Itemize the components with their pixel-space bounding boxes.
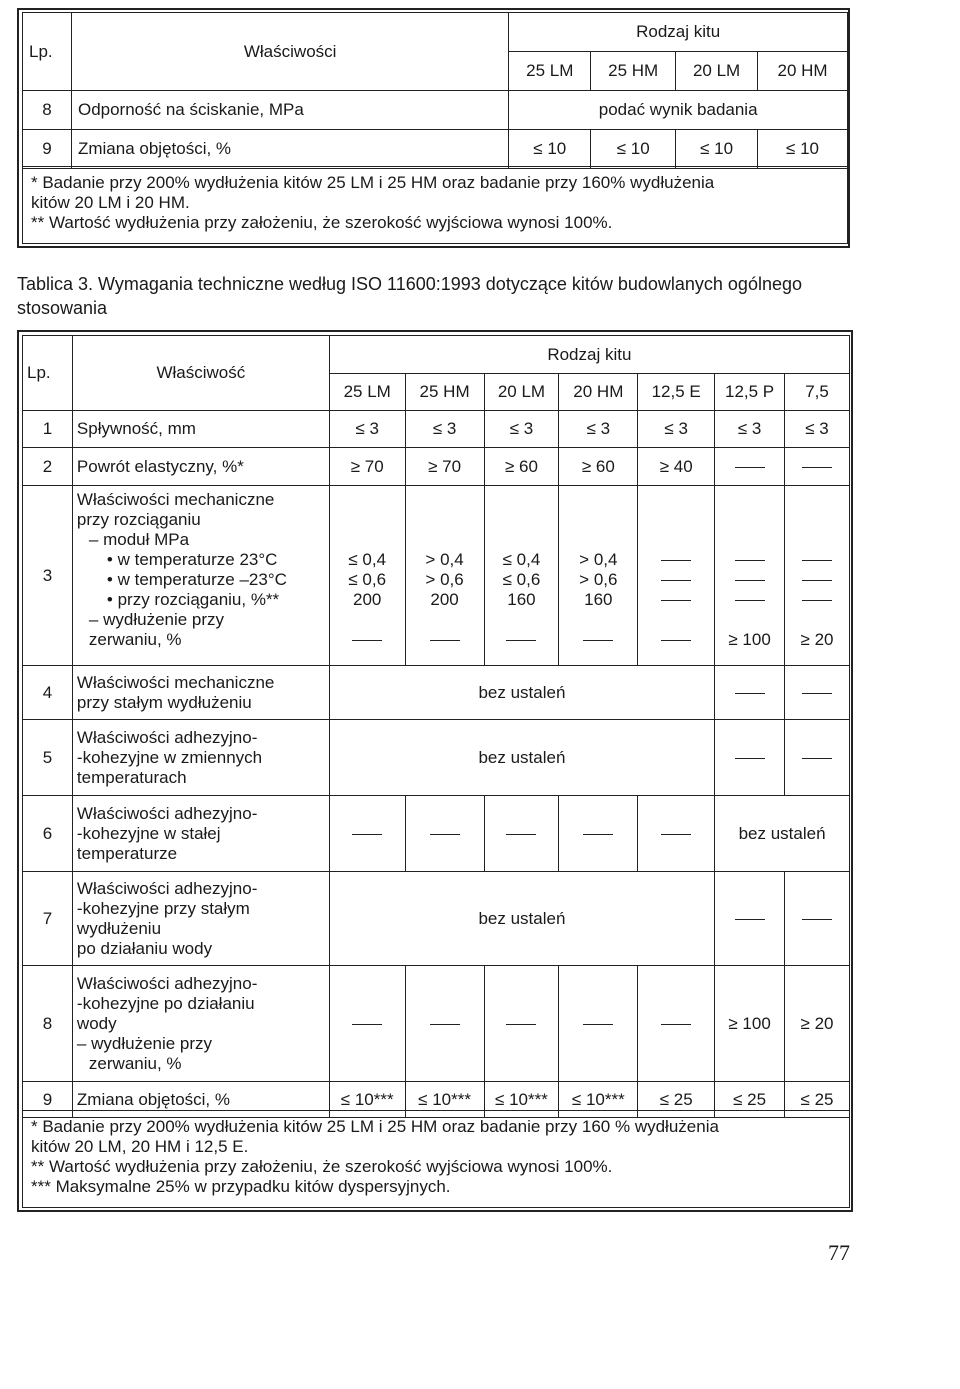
row-lp: 9 — [23, 1082, 73, 1118]
cell-value: ≤ 10*** — [405, 1082, 484, 1118]
header-lp: Lp. — [23, 13, 72, 91]
dash-mark — [661, 560, 691, 561]
dash-cell — [715, 666, 785, 720]
header-type: 12,5 E — [638, 374, 715, 411]
dash-cell — [329, 966, 405, 1082]
dash-mark — [506, 834, 536, 835]
dash-mark — [802, 560, 832, 561]
dash-mark — [430, 1024, 460, 1025]
cell-value: 160 — [584, 590, 613, 609]
row-merged-value: bez ustaleń — [329, 666, 714, 720]
dash-cell — [638, 796, 715, 872]
footnote: * Badanie przy 200% wydłużenia kitów 25 LM i 25 HM oraz badanie przy 160 % wydłużenia — [31, 1117, 719, 1136]
caption-line: stosowania — [17, 298, 108, 318]
table-row — [23, 130, 848, 169]
cell-value: ≤ 25 — [638, 1082, 715, 1118]
property-line: • przy rozciąganiu, %** — [106, 590, 280, 609]
row-lp: 4 — [23, 666, 73, 720]
row-lp: 5 — [23, 720, 73, 796]
dash-mark — [583, 834, 613, 835]
property-line: wydłużeniu — [76, 918, 162, 938]
dash-cell — [484, 796, 559, 872]
property-line: przy rozciąganiu — [76, 510, 201, 529]
row-lp: 2 — [23, 448, 73, 486]
property-line: Właściwości mechaniczne — [76, 490, 275, 509]
table-row — [23, 666, 850, 720]
dash-cell — [638, 966, 715, 1082]
header-type: 25 LM — [509, 52, 591, 91]
cell-value: ≥ 60 — [559, 448, 638, 486]
property-line: temperaturach — [76, 767, 187, 787]
header-type: 25 LM — [329, 374, 405, 411]
page-number: 77 — [828, 1240, 850, 1265]
dash-mark — [583, 640, 613, 641]
cell-value: ≤ 10 — [591, 130, 676, 169]
dash-cell — [785, 872, 850, 966]
dash-mark — [735, 693, 765, 694]
cell-value: ≥ 40 — [638, 448, 715, 486]
properties-table-continued — [22, 12, 848, 169]
cell-value: ≥ 100 — [728, 630, 771, 649]
value-stack — [484, 486, 559, 666]
cell-value: ≥ 20 — [785, 966, 850, 1082]
row-lp: 8 — [23, 966, 73, 1082]
table-row — [23, 720, 850, 796]
header-type: 25 HM — [591, 52, 676, 91]
dash-cell — [405, 966, 484, 1082]
cell-value: 160 — [507, 590, 536, 609]
dash-mark — [352, 834, 382, 835]
row-merged-value: bez ustaleń — [329, 872, 714, 966]
dash-mark — [802, 919, 832, 920]
table2-footnotes — [22, 1110, 850, 1208]
cell-value: > 0,4 — [579, 550, 618, 569]
cell-value: ≤ 3 — [484, 411, 559, 448]
row-lp: 1 — [23, 411, 73, 448]
value-stack — [559, 486, 638, 666]
table-row — [23, 91, 848, 130]
dash-mark — [661, 580, 691, 581]
property-line: • w temperaturze 23°C — [106, 550, 278, 569]
cell-value: ≤ 3 — [785, 411, 850, 448]
cell-value: ≤ 0,6 — [348, 570, 387, 589]
cell-value: ≤ 0,4 — [502, 550, 541, 569]
table-row — [23, 872, 850, 966]
cell-value: ≥ 70 — [329, 448, 405, 486]
header-type: 20 HM — [758, 52, 848, 91]
row-merged-value: bez ustaleń — [715, 796, 850, 872]
footnote: * Badanie przy 200% wydłużenia kitów 25 LM i 25 HM oraz badanie przy 160% wydłużenia — [31, 173, 715, 192]
property-line: Właściwości adhezyjno- — [76, 727, 258, 747]
dash-cell — [715, 448, 785, 486]
caption-line: Tablica 3. Wymagania techniczne według ISO 11600:1993 dotyczące kitów budowlanych ogólnego — [17, 274, 802, 294]
footnote: ** Wartość wydłużenia przy założeniu, że szerokość wyjściowa wynosi 100%. — [31, 213, 613, 232]
row-lp: 7 — [23, 872, 73, 966]
dash-mark — [735, 919, 765, 920]
dash-mark — [661, 640, 691, 641]
cell-value: ≤ 0,6 — [502, 570, 541, 589]
header-type: 20 HM — [559, 374, 638, 411]
footnote: kitów 20 LM, 20 HM i 12,5 E. — [31, 1137, 249, 1156]
dash-cell — [715, 872, 785, 966]
dash-mark — [802, 580, 832, 581]
dash-mark — [802, 600, 832, 601]
row-lp: 3 — [23, 486, 73, 666]
property-line: po działaniu wody — [76, 938, 213, 958]
cell-value: ≤ 10*** — [484, 1082, 559, 1118]
cell-value: ≤ 10 — [758, 130, 848, 169]
row-merged-value: bez ustaleń — [329, 720, 714, 796]
dash-mark — [735, 600, 765, 601]
cell-value: > 0,6 — [425, 570, 464, 589]
table-row — [23, 486, 850, 666]
value-stack — [785, 486, 850, 666]
row-property: Spływność, mm — [72, 411, 329, 448]
header-type: 20 LM — [484, 374, 559, 411]
row-property — [72, 966, 329, 1082]
row-property — [72, 872, 329, 966]
dash-cell — [559, 796, 638, 872]
row-property — [72, 796, 329, 872]
header-property: Właściwość — [72, 336, 329, 411]
header-type: 12,5 P — [715, 374, 785, 411]
iso-requirements-table — [22, 335, 850, 1118]
row-property: Zmiana objętości, % — [71, 130, 508, 169]
header-property: Właściwości — [71, 13, 508, 91]
dash-cell — [785, 666, 850, 720]
cell-value: ≤ 25 — [715, 1082, 785, 1118]
header-lp: Lp. — [23, 336, 73, 411]
dash-mark — [506, 1024, 536, 1025]
dash-mark — [352, 1024, 382, 1025]
property-line: – wydłużenie przy — [76, 1033, 213, 1053]
table-caption — [17, 272, 857, 320]
header-kit-type: Rodzaj kitu — [329, 336, 849, 374]
cell-value: > 0,4 — [425, 550, 464, 569]
dash-mark — [802, 467, 832, 468]
cell-value: ≥ 60 — [484, 448, 559, 486]
header-kit-type: Rodzaj kitu — [509, 13, 848, 52]
cell-value: ≥ 20 — [800, 630, 834, 649]
value-stack — [329, 486, 405, 666]
dash-mark — [735, 560, 765, 561]
property-line: -kohezyjne w zmiennych — [76, 747, 263, 767]
property-line: Właściwości mechaniczne — [76, 672, 275, 692]
property-line: – moduł MPa — [88, 530, 190, 549]
table-row — [23, 411, 850, 448]
dash-cell — [785, 448, 850, 486]
dash-mark — [506, 640, 536, 641]
table1-footnotes — [22, 166, 848, 244]
property-line: -kohezyjne w stałej — [76, 823, 221, 843]
dash-cell — [329, 796, 405, 872]
footnote: *** Maksymalne 25% w przypadku kitów dyspersyjnych. — [31, 1177, 451, 1196]
cell-value: ≤ 3 — [638, 411, 715, 448]
cell-value: > 0,6 — [579, 570, 618, 589]
dash-cell — [559, 966, 638, 1082]
footnote: ** Wartość wydłużenia przy założeniu, że szerokość wyjściowa wynosi 100%. — [31, 1157, 613, 1176]
dash-mark — [735, 580, 765, 581]
dash-cell — [484, 966, 559, 1082]
row-property: Powrót elastyczny, %* — [72, 448, 329, 486]
dash-mark — [430, 640, 460, 641]
value-stack — [638, 486, 715, 666]
property-line: Właściwości adhezyjno- — [76, 803, 258, 823]
row-lp: 6 — [23, 796, 73, 872]
dash-cell — [785, 720, 850, 796]
property-line: temperaturze — [76, 843, 178, 863]
row-property — [72, 486, 329, 666]
dash-mark — [661, 1024, 691, 1025]
table-row — [23, 796, 850, 872]
dash-cell — [405, 796, 484, 872]
property-line: Właściwości adhezyjno- — [76, 973, 258, 993]
value-stack — [405, 486, 484, 666]
row-property: Odporność na ściskanie, MPa — [71, 91, 508, 130]
cell-value: ≤ 10 — [676, 130, 758, 169]
cell-value: ≤ 10*** — [559, 1082, 638, 1118]
value-stack — [715, 486, 785, 666]
cell-value: 200 — [430, 590, 459, 609]
cell-value: ≤ 3 — [715, 411, 785, 448]
property-line: Właściwości adhezyjno- — [76, 878, 258, 898]
dash-mark — [802, 693, 832, 694]
row-merged-value: podać wynik badania — [509, 91, 848, 130]
dash-mark — [583, 1024, 613, 1025]
property-line: przy stałym wydłużeniu — [76, 692, 252, 712]
header-type: 25 HM — [405, 374, 484, 411]
table-row — [23, 966, 850, 1082]
table-row — [23, 448, 850, 486]
property-line: • w temperaturze –23°C — [106, 570, 287, 589]
cell-value: 200 — [353, 590, 382, 609]
property-line: -kohezyjne po działaniu — [76, 993, 255, 1013]
dash-mark — [735, 758, 765, 759]
property-line: wody — [76, 1013, 117, 1033]
dash-mark — [802, 758, 832, 759]
dash-mark — [661, 600, 691, 601]
dash-mark — [430, 834, 460, 835]
cell-value: ≤ 10 — [509, 130, 591, 169]
cell-value: ≤ 3 — [559, 411, 638, 448]
property-line: zerwaniu, % — [88, 630, 182, 649]
property-line: zerwaniu, % — [88, 1053, 182, 1073]
dash-mark — [352, 640, 382, 641]
row-lp: 8 — [23, 91, 72, 130]
cell-value: ≤ 0,4 — [348, 550, 387, 569]
property-line: – wydłużenie przy — [88, 610, 225, 629]
dash-cell — [715, 720, 785, 796]
header-type: 7,5 — [785, 374, 850, 411]
header-type: 20 LM — [676, 52, 758, 91]
row-property — [72, 666, 329, 720]
row-lp: 9 — [23, 130, 72, 169]
footnote: kitów 20 LM i 20 HM. — [31, 193, 190, 212]
cell-value: ≤ 3 — [329, 411, 405, 448]
cell-value: ≥ 100 — [715, 966, 785, 1082]
cell-value: ≤ 10*** — [329, 1082, 405, 1118]
dash-mark — [735, 467, 765, 468]
cell-value: ≤ 3 — [405, 411, 484, 448]
cell-value: ≤ 25 — [785, 1082, 850, 1118]
cell-value: ≥ 70 — [405, 448, 484, 486]
row-property — [72, 720, 329, 796]
row-property: Zmiana objętości, % — [72, 1082, 329, 1118]
property-line: -kohezyjne przy stałym — [76, 898, 250, 918]
dash-mark — [661, 834, 691, 835]
